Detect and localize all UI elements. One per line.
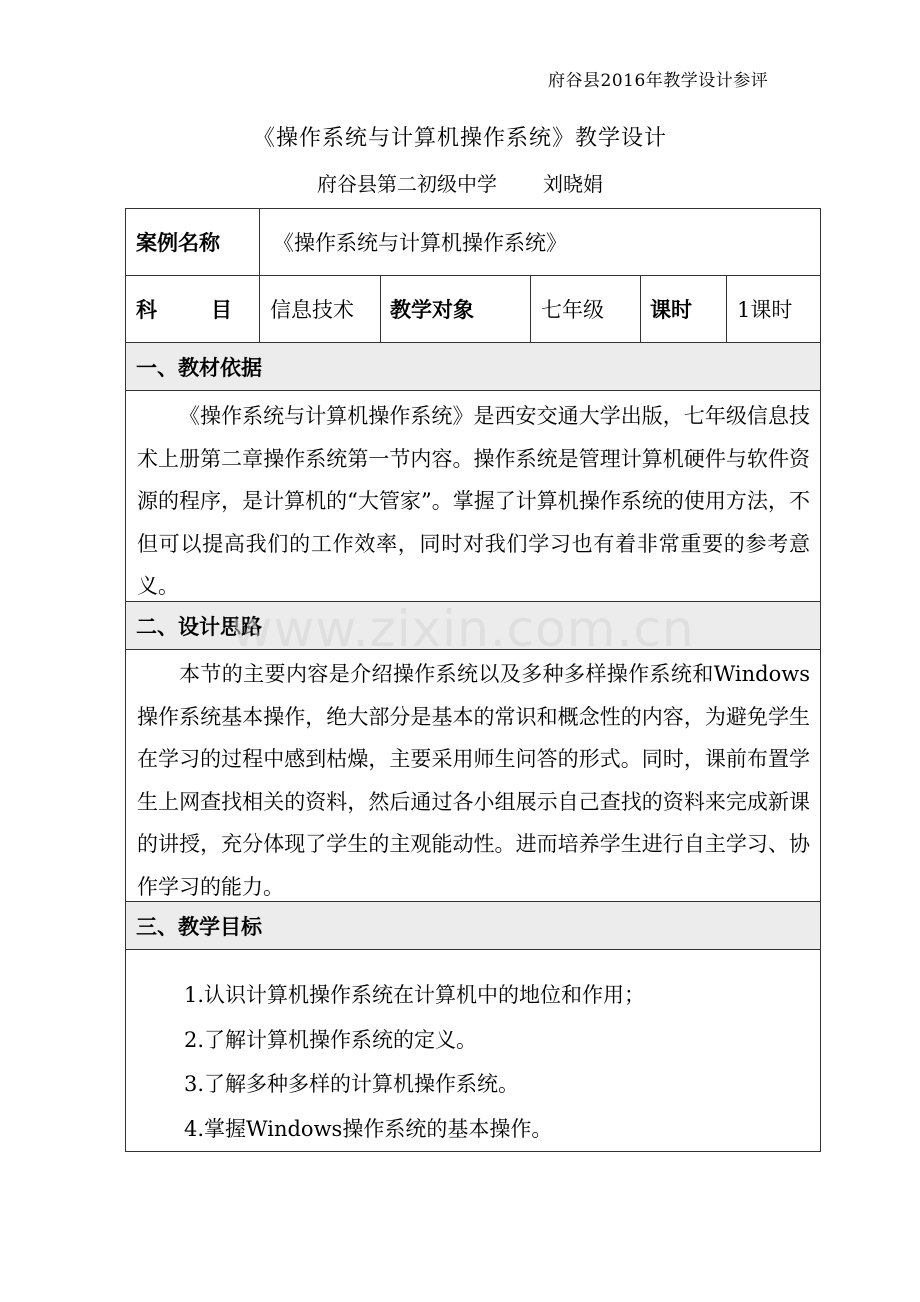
section-heading-goals: 三、教学目标	[126, 902, 820, 949]
section-heading-materials: 一、教材依据	[126, 343, 820, 390]
case-name-label: 案例名称	[136, 231, 220, 255]
subject-label-part-2: 目	[211, 297, 232, 322]
section-body-materials: 《操作系统与计算机操作系统》是西安交通大学出版，七年级信息技术上册第二章操作系统第一节内容。操作系统是管理计算机硬件与软件资源的程序，是计算机的“大管家”。掌握了计算机操作系统的使用方法，不但可以提高我们的工作效率，同时对我们学习也有着非常重要的参考意义。	[137, 404, 810, 598]
section-body-design: 本节的主要内容是介绍操作系统以及多种多样操作系统和Windows操作系统基本操作，绝大部分是基本的常识和概念性的内容，为避免学生在学习的过程中感到枯燥，主要采用师生问答的形式。同时，课前布置学生上网查找相关的资料，然后通过各小组展示自己查找的资料来完成新课的讲授，充分体现了学生的主观能动性。进而培养学生进行自主学习、协作学习的能力。	[137, 662, 810, 899]
audience-value: 七年级	[541, 297, 604, 322]
watermark: www.zixin.com.cn	[231, 600, 695, 658]
lesson-plan-table	[125, 208, 821, 1152]
school-name: 府谷县第二初级中学	[317, 172, 497, 196]
goal-item: 1.认识计算机操作系统在计算机中的地位和作用；	[184, 983, 646, 1007]
document-title: 《操作系统与计算机操作系统》教学设计	[252, 126, 667, 151]
subject-label	[136, 275, 232, 342]
audience-label: 教学对象	[390, 297, 474, 322]
goal-item: 4.掌握Windows操作系统的基本操作。	[184, 1116, 553, 1141]
case-name-value: 《操作系统与计算机操作系统》	[273, 231, 567, 255]
goal-item: 2.了解计算机操作系统的定义。	[184, 1027, 478, 1052]
subject-label-part-1: 科	[136, 297, 157, 322]
subject-value: 信息技术	[270, 297, 354, 322]
section-heading-design: 二、设计思路	[126, 602, 820, 649]
goals-list	[126, 973, 820, 1151]
header-note: 府谷县2016年教学设计参评	[548, 71, 769, 91]
document-subtitle	[0, 168, 920, 197]
period-value: 1课时	[737, 297, 793, 322]
period-label: 课时	[650, 297, 692, 322]
author-name: 刘晓娟	[543, 172, 603, 196]
goal-item: 3.了解多种多样的计算机操作系统。	[184, 1072, 520, 1096]
